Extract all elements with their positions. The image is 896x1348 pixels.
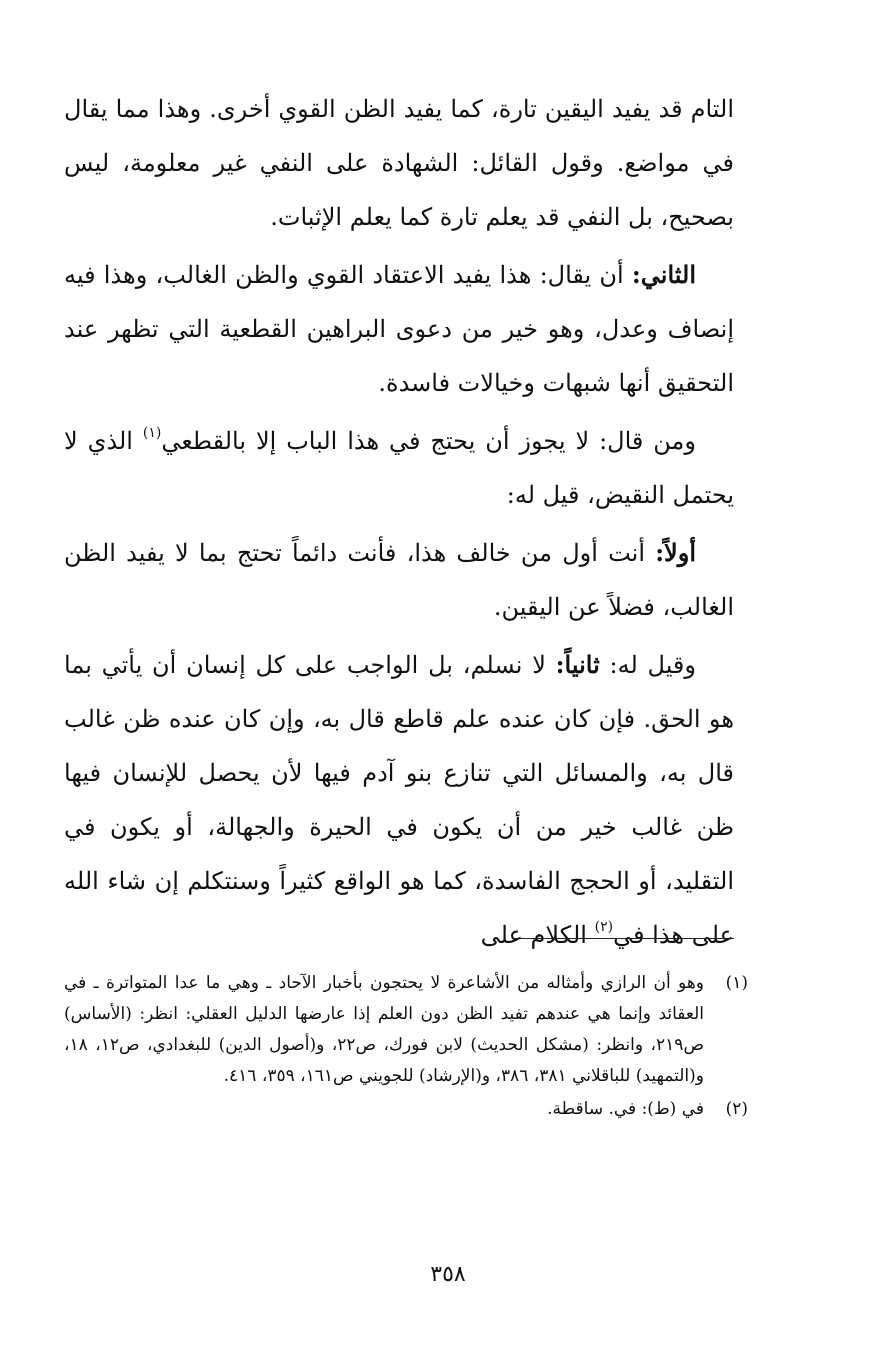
main-text <box>64 82 734 966</box>
footnote-ref-2[interactable]: (٢) <box>594 919 614 935</box>
paragraph-3-text-b: الذي لا يحتمل النقيض، قيل له: <box>64 427 734 509</box>
footnote-separator <box>514 938 734 939</box>
page-number: ٣٥٨ <box>430 1262 466 1287</box>
paragraph-5-text-a: وقيل له: <box>599 651 696 679</box>
paragraph-5-text-c: الكلام على <box>480 921 595 949</box>
paragraph-4-lead: أولاً: <box>655 538 696 567</box>
paragraph-4 <box>64 526 734 634</box>
footnote-2-marker: (٢) <box>725 1099 748 1119</box>
footnote-1-marker: (١) <box>725 973 748 993</box>
paragraph-2-lead: الثاني: <box>631 260 696 289</box>
footnotes <box>64 968 748 1127</box>
footnote-1-text: وهو أن الرازي وأمثاله من الأشاعرة لا يحتجون بأخبار الآحاد ـ وهي ما عدا المتواترة ـ في العقائد وإنما هي عندهم تفيد الظن دون العلم إذا عارضها الدليل العقلي: انظر: (الأساس) ص٢١٩، وانظر: (مشكل الحديث) لابن فورك، ص٢٢، و(أصول الدين) للبغدادي، ص١٢، ١٨، و(التمهيد) للباقلاني ٣٨١، ٣٨٦، و(الإرشاد) للجويني ص١٦١، ٣٥٩، ٤١٦. <box>64 973 705 1086</box>
paragraph-1 <box>64 82 734 244</box>
footnote-ref-1[interactable]: (١) <box>142 425 162 441</box>
paragraph-3 <box>64 414 734 522</box>
paragraph-3-text-a: ومن قال: لا يجوز أن يحتج في هذا الباب إلا بالقطعي <box>161 427 696 455</box>
paragraph-1-text: التام قد يفيد اليقين تارة، كما يفيد الظن القوي أخرى. وهذا مما يقال في مواضع. وقول القائل: الشهادة على النفي غير معلومة، ليس بصحيح، بل النفي قد يعلم تارة كما يعلم الإثبات. <box>64 95 734 231</box>
footnote-2 <box>64 1094 748 1125</box>
paragraph-2-text: أن يقال: هذا يفيد الاعتقاد القوي والظن الغالب، وهذا فيه إنصاف وعدل، وهو خير من دعوى البراهين القطعية التي تظهر عند التحقيق أنها شبهات وخيالات فاسدة. <box>64 261 735 397</box>
paragraph-5 <box>64 638 734 962</box>
paragraph-5-lead: ثانياً: <box>555 650 600 679</box>
footnote-2-text: في (ط): في. ساقطة. <box>547 1099 704 1119</box>
paragraph-5-text-b: لا نسلم، بل الواجب على كل إنسان أن يأتي بما هو الحق. فإن كان عنده علم قاطع قال به، وإن كان عنده ظن غالب قال به، والمسائل التي تنازع بنو آدم فيها لأن يحصل للإنسان فيها ظن غالب خير من أن يكون في الحيرة والجهالة، أو يكون في التقليد، أو الحجج الفاسدة، كما هو الواقع كثيراً وسنتكلم إن شاء الله على هذا في <box>64 651 734 949</box>
paragraph-4-text: أنت أول من خالف هذا، فأنت دائماً تحتج بما لا يفيد الظن الغالب، فضلاً عن اليقين. <box>64 539 734 621</box>
paragraph-2 <box>64 248 734 410</box>
footnote-1 <box>64 968 748 1092</box>
